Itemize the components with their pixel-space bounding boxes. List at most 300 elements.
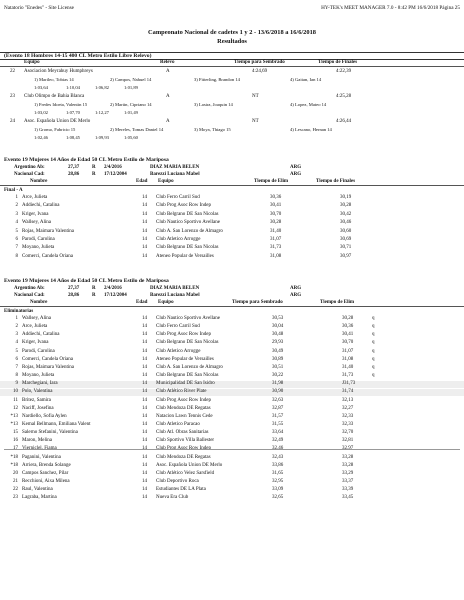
result-time: 33,28 bbox=[342, 462, 354, 468]
result-age: 14 bbox=[142, 454, 147, 460]
record-label: Nacional Cad: bbox=[14, 172, 45, 177]
result-seed: 33,09 bbox=[272, 487, 284, 493]
result-seed: 31,98 bbox=[272, 381, 284, 387]
result-time: 30,28 bbox=[340, 203, 352, 209]
result-team: Club Atlético Velez Sarsfield bbox=[156, 470, 215, 476]
result-seed: 30,41 bbox=[270, 203, 282, 209]
relay-place: 22 bbox=[10, 69, 15, 74]
record-row bbox=[0, 293, 464, 300]
result-time: 32,13 bbox=[342, 397, 354, 403]
record-holder: Barezzi Luciana Mabel bbox=[150, 293, 200, 298]
result-name: Kemal Bellmann, Emiliana Valent bbox=[22, 421, 91, 427]
results-heading: Resultados bbox=[217, 38, 247, 45]
result-team: Nueva Era Club bbox=[156, 495, 189, 501]
result-seed: 30,90 bbox=[272, 389, 284, 395]
result-seed: 32,87 bbox=[272, 405, 284, 411]
result-team: Estudiantes DE LA Plata bbox=[156, 487, 206, 493]
relay-split: 1:06,82 bbox=[95, 85, 109, 90]
result-place: 8 bbox=[15, 373, 18, 379]
relay-split: 1:02,46 bbox=[34, 135, 48, 140]
result-age: 14 bbox=[142, 405, 147, 411]
result-place: 9 bbox=[15, 381, 18, 387]
relay-split: 1:12,27 bbox=[95, 110, 109, 115]
result-age: 14 bbox=[142, 495, 147, 501]
result-seed: 31,40 bbox=[270, 228, 282, 234]
final_section-column-header bbox=[0, 179, 464, 186]
relay-seed: NT bbox=[252, 119, 259, 124]
result-seed: 33,64 bbox=[272, 430, 284, 436]
result-name: Arce, Julieta bbox=[22, 195, 48, 200]
result-name: Naciff, Josefina bbox=[22, 405, 54, 411]
result-age: 14 bbox=[142, 446, 147, 452]
relay-team-row bbox=[0, 119, 464, 126]
record-date: 2/4/2016 bbox=[104, 286, 122, 291]
col-age: Edad bbox=[136, 179, 148, 184]
result-row bbox=[0, 422, 464, 429]
prelim_section-event-title: Evento 19 Mujeres 14 Años de Edad 50 CL Metro Estilo de Mariposa bbox=[4, 278, 169, 284]
relay-team-row bbox=[0, 69, 464, 76]
result-time: 32,70 bbox=[342, 430, 354, 436]
result-name: Raul, Valentina bbox=[22, 487, 53, 493]
result-team: Club Nautico Sportivo Avellane bbox=[156, 220, 220, 226]
relay-split: 1:03,02 bbox=[34, 110, 48, 115]
result-team: Club Atlético River Plate bbox=[156, 389, 207, 395]
record-date: 2/4/2016 bbox=[104, 165, 122, 170]
result-age: 14 bbox=[142, 195, 147, 200]
result-place: 6 bbox=[15, 237, 18, 242]
relay-team-row bbox=[0, 94, 464, 101]
relay-place: 24 bbox=[10, 119, 15, 124]
result-age: 14 bbox=[142, 245, 147, 251]
result-team: Club A. San Lorenzo de Almagro bbox=[156, 364, 223, 370]
qualifier-mark: q bbox=[372, 356, 375, 362]
result-name: Marchegiani, Iara bbox=[22, 381, 58, 387]
record-date: 17/12/2004 bbox=[104, 172, 127, 177]
result-place: *13 bbox=[10, 421, 18, 427]
facility-label: Natatorio "Enedes" - Site License bbox=[4, 5, 74, 11]
result-time: 30,36 bbox=[342, 324, 354, 330]
result-age: 14 bbox=[142, 413, 147, 419]
result-row bbox=[0, 357, 464, 364]
result-team: Club A. San Lorenzo de Almagro bbox=[156, 228, 223, 234]
result-time: 33,45 bbox=[342, 495, 354, 501]
result-time: 33,29 bbox=[342, 470, 354, 476]
qualifier-mark: q bbox=[372, 332, 375, 338]
relay-letter: A bbox=[166, 94, 170, 99]
result-name: Rojas, Maimara Valentina bbox=[22, 228, 74, 234]
result-age: 14 bbox=[142, 332, 147, 338]
result-age: 14 bbox=[142, 430, 147, 436]
result-age: 14 bbox=[142, 340, 147, 346]
page-header bbox=[4, 5, 460, 13]
result-name: Britez, Samira bbox=[22, 397, 51, 403]
result-place: 23 bbox=[13, 495, 18, 501]
result-age: 14 bbox=[142, 479, 147, 484]
result-name: Arce, Julieta bbox=[22, 324, 48, 330]
relay-splits-row bbox=[0, 135, 464, 142]
result-seed: 32,49 bbox=[272, 438, 284, 444]
result-place: 5 bbox=[15, 348, 18, 354]
result-place: 4 bbox=[15, 340, 18, 346]
result-place: *18 bbox=[10, 454, 18, 460]
result-place: 8 bbox=[15, 253, 18, 259]
relay-split: 1:03,64 bbox=[34, 85, 48, 90]
result-name: Comerci, Candela Oriana bbox=[22, 356, 73, 362]
result-time: 31,73 bbox=[342, 373, 354, 379]
result-team: Asoc. Española Union DE Merlo bbox=[156, 462, 223, 468]
record-row bbox=[0, 172, 464, 179]
qualifier-mark: q bbox=[372, 316, 375, 321]
result-age: 14 bbox=[142, 253, 147, 259]
result-seed: 31,57 bbox=[272, 413, 284, 419]
result-name: Recchioni, Aixa Milena bbox=[22, 479, 70, 484]
result-age: 14 bbox=[142, 203, 147, 209]
qualifier-mark: q bbox=[372, 364, 375, 370]
result-name: Campos Sanchez, Pilar bbox=[22, 470, 69, 476]
record-row bbox=[0, 165, 464, 172]
result-seed: 32,63 bbox=[272, 397, 284, 403]
result-age: 14 bbox=[142, 228, 147, 234]
result-place: 20 bbox=[13, 470, 18, 476]
result-place: 1 bbox=[15, 316, 18, 321]
relay-letter: A bbox=[166, 69, 170, 74]
result-place: *13 bbox=[10, 413, 18, 419]
result-age: 14 bbox=[142, 373, 147, 379]
result-place: 1 bbox=[15, 195, 18, 200]
col-seed: Tiempo para Sembrado bbox=[234, 60, 285, 65]
result-time: 30,70 bbox=[342, 340, 354, 346]
col-name: Nombre bbox=[30, 300, 48, 305]
result-seed: 32,95 bbox=[272, 479, 284, 484]
result-age: 14 bbox=[142, 470, 147, 476]
relay-swimmer: 4) Lopez, Mateo 14 bbox=[290, 102, 327, 107]
result-seed: 32,43 bbox=[272, 454, 284, 460]
qualifier-mark: q bbox=[372, 373, 375, 379]
result-age: 14 bbox=[142, 421, 147, 427]
qualifier-mark: q bbox=[372, 340, 375, 346]
result-seed: 32,65 bbox=[272, 495, 284, 501]
result-row bbox=[0, 212, 464, 219]
relay-final: 4:22,39 bbox=[336, 69, 352, 74]
result-team: Ateneo Popular de Versailles bbox=[156, 356, 214, 362]
result-seed: 31,07 bbox=[270, 237, 282, 242]
result-seed: 29,93 bbox=[272, 340, 284, 346]
result-seed: 30,36 bbox=[270, 195, 282, 200]
col-team: Equipo bbox=[158, 179, 174, 184]
result-name: Wallsey, Alina bbox=[22, 316, 51, 321]
col-team: Equipo bbox=[158, 300, 174, 305]
record-date: 17/12/2004 bbox=[104, 293, 127, 298]
result-name: Parodi, Carolina bbox=[22, 237, 55, 242]
result-row bbox=[0, 406, 464, 413]
result-time: 32,33 bbox=[342, 421, 354, 427]
result-time: 30,46 bbox=[340, 220, 352, 226]
result-name: Addiechi, Catalina bbox=[22, 203, 60, 209]
record-country: ARG bbox=[290, 165, 302, 170]
result-seed: 31,08 bbox=[270, 253, 282, 259]
record-time: 28,86 bbox=[68, 293, 80, 298]
result-age: 14 bbox=[142, 462, 147, 468]
result-time: 33,39 bbox=[342, 487, 354, 493]
result-seed: 30,04 bbox=[272, 324, 284, 330]
result-team: Municipalidad DE San Isidro bbox=[156, 381, 215, 387]
relay-splits-row bbox=[0, 110, 464, 117]
record-holder: Barezzi Luciana Mabel bbox=[150, 172, 200, 177]
result-name: Kriger, Ivana bbox=[22, 211, 49, 217]
record-time: 28,86 bbox=[68, 172, 80, 177]
result-time: 33,28 bbox=[342, 454, 354, 460]
result-age: 14 bbox=[142, 487, 147, 493]
record-holder: DIAZ MARIA BELEN bbox=[150, 165, 200, 170]
result-row bbox=[0, 373, 464, 380]
result-name: Moyano, Julieta bbox=[22, 373, 55, 379]
result-age: 14 bbox=[142, 316, 147, 321]
result-age: 14 bbox=[142, 211, 147, 217]
result-seed: 30,51 bbox=[272, 364, 284, 370]
record-label: Argentino Ab: bbox=[14, 165, 45, 170]
result-row bbox=[0, 487, 464, 494]
qualifier-mark: q bbox=[372, 324, 375, 330]
relay-swimmer: 3) Moya, Thiago 15 bbox=[194, 127, 231, 132]
result-time: J31,73 bbox=[342, 381, 356, 387]
result-place: 12 bbox=[13, 405, 18, 411]
result-place: 7 bbox=[15, 245, 18, 251]
result-name: Paganini, Valentina bbox=[22, 454, 61, 460]
result-place: 11 bbox=[13, 397, 18, 403]
qualifier-mark: q bbox=[372, 348, 375, 354]
relay-split: 1:08,45 bbox=[66, 135, 80, 140]
result-team: Club Atletico Paracao bbox=[156, 421, 200, 427]
result-seed: 31,55 bbox=[272, 421, 284, 427]
result-team: Club Deportivo Roca bbox=[156, 479, 199, 484]
result-row bbox=[0, 389, 464, 396]
result-time: 31,07 bbox=[342, 348, 354, 354]
record-label: Nacional Cad: bbox=[14, 293, 45, 298]
relay-swimmer: 2) Mereles, Tomas Daniel 14 bbox=[110, 127, 164, 132]
relay-swimmer: 3) Fitterling, Brandon 14 bbox=[194, 77, 240, 82]
result-row bbox=[0, 479, 464, 486]
result-seed: 30,49 bbox=[272, 348, 284, 354]
result-row bbox=[0, 381, 464, 388]
result-team: Club Atl. Obras Sanitarias bbox=[156, 430, 209, 436]
result-time: 32,97 bbox=[342, 446, 354, 452]
result-row bbox=[0, 220, 464, 227]
result-team: Club Sportivo Villa Ballester bbox=[156, 438, 215, 444]
result-row bbox=[0, 229, 464, 236]
result-place: *18 bbox=[10, 462, 18, 468]
relay-swimmers-row bbox=[0, 77, 464, 84]
result-seed: 31,73 bbox=[270, 245, 282, 251]
result-time: 33,37 bbox=[342, 479, 354, 484]
result-place: 4 bbox=[15, 220, 18, 226]
result-age: 14 bbox=[142, 356, 147, 362]
software-stamp: HY-TEK's MEET MANAGER 7.0 - 8:42 PM 16/6/2018 Página 25 bbox=[321, 5, 460, 11]
result-age: 14 bbox=[142, 381, 147, 387]
result-row bbox=[0, 332, 464, 339]
result-team: Club Atletico Arrogge bbox=[156, 237, 201, 242]
result-name: Kriger, Ivana bbox=[22, 340, 49, 346]
relay-team-name: Club Olimpo de Bahia Blanca bbox=[24, 94, 85, 99]
result-name: Wallsey, Alina bbox=[22, 220, 51, 226]
record-country: ARG bbox=[290, 286, 302, 291]
result-place: 21 bbox=[13, 479, 18, 484]
result-seed: 30,89 bbox=[272, 356, 284, 362]
relay-split: 1:01,49 bbox=[124, 110, 138, 115]
result-row bbox=[0, 495, 464, 502]
group-label: Final - A bbox=[4, 188, 23, 193]
result-place: 3 bbox=[15, 211, 18, 217]
relay-split: 1:05,60 bbox=[124, 135, 138, 140]
record-country: ARG bbox=[290, 293, 302, 298]
result-team: Club Ferro Carril Sud bbox=[156, 195, 200, 200]
final_section-event-title: Evento 19 Mujeres 14 Años de Edad 50 CL Metro Estilo de Mariposa bbox=[4, 157, 169, 163]
result-age: 14 bbox=[142, 389, 147, 395]
result-seed: 30,22 bbox=[272, 373, 284, 379]
result-time: 30,41 bbox=[342, 332, 354, 338]
result-age: 14 bbox=[142, 220, 147, 226]
col-seed: Tiempo para Sembrado bbox=[232, 300, 283, 305]
record-time: 27,37 bbox=[68, 286, 80, 291]
result-time: 32,33 bbox=[342, 413, 354, 419]
result-team: Club Mendoza DE Regatas bbox=[156, 405, 211, 411]
result-row bbox=[0, 340, 464, 347]
relay-swimmer: 3) Lastra, Joaquin 14 bbox=[194, 102, 233, 107]
result-row bbox=[0, 349, 464, 356]
result-row bbox=[0, 237, 464, 244]
relay-event-title: (Evento 18 Hombres 14-15 400 CL Metro Estilo Libre Relevo) bbox=[0, 52, 464, 60]
result-place: 17 bbox=[13, 446, 18, 452]
relay-split: 1:10,04 bbox=[66, 85, 80, 90]
result-team: Club Ferro Carril Sud bbox=[156, 324, 200, 330]
relay-place: 23 bbox=[10, 94, 15, 99]
result-time: 30,28 bbox=[342, 316, 354, 321]
result-seed: 30,53 bbox=[272, 316, 284, 321]
relay-swimmer: 2) Campos, Nahuel 14 bbox=[110, 77, 152, 82]
col-final: Tiempo de Finales bbox=[316, 179, 356, 184]
result-row bbox=[0, 430, 464, 437]
record-country: ARG bbox=[290, 172, 302, 177]
result-row bbox=[0, 254, 464, 261]
result-team: Club Belgrano DE San Nicolas bbox=[156, 340, 219, 346]
relay-split: 1:09,93 bbox=[95, 135, 109, 140]
result-team: Club Mendoza DE Regatas bbox=[156, 454, 211, 460]
result-row bbox=[0, 324, 464, 331]
result-name: Arriera, Brenda Solange bbox=[22, 462, 71, 468]
col-final: Tiempo de Elim bbox=[320, 300, 355, 305]
relay-swimmer: 1) Fredes Idoeta, Valentin 15 bbox=[34, 102, 88, 107]
record-holder: DIAZ MARIA BELEN bbox=[150, 286, 200, 291]
result-team: Club Prog Asoc Row Indep bbox=[156, 332, 211, 338]
result-seed: 30,48 bbox=[272, 332, 284, 338]
result-row bbox=[0, 414, 464, 421]
relay-split: 1:01,89 bbox=[124, 85, 138, 90]
result-place: 10 bbox=[13, 389, 18, 395]
relay-splits-row bbox=[0, 85, 464, 92]
relay-swimmer: 4) Gaitan, Ian 14 bbox=[290, 77, 322, 82]
result-row bbox=[0, 203, 464, 210]
relay-team-name: Asoc. Española Union DE Merlo bbox=[24, 119, 91, 124]
result-age: 14 bbox=[142, 324, 147, 330]
result-place: 2 bbox=[15, 324, 18, 330]
relay-swimmer: 1) Gromo, Fabricio 15 bbox=[34, 127, 76, 132]
record-flag: R bbox=[92, 165, 96, 170]
result-time: 30,97 bbox=[340, 253, 352, 259]
result-age: 14 bbox=[142, 348, 147, 354]
result-age: 14 bbox=[142, 237, 147, 242]
cut-separator bbox=[4, 449, 460, 450]
result-row bbox=[0, 398, 464, 405]
result-name: Rojas, Maimara Valentina bbox=[22, 364, 74, 370]
result-team: Natacion Lawn Tennis Cede bbox=[156, 413, 213, 419]
col-team: Equipo bbox=[24, 60, 40, 65]
result-time: 30,69 bbox=[340, 237, 352, 242]
result-name: Comerci, Candela Oriana bbox=[22, 253, 73, 259]
result-time: 31,40 bbox=[342, 364, 354, 370]
relay-team-name: Asociacion Meyrahuy Humphreys bbox=[24, 69, 93, 74]
result-row bbox=[0, 463, 464, 470]
result-name: Nardiello, Sofia Aylen bbox=[22, 413, 67, 419]
result-name: Moyano, Julieta bbox=[22, 245, 55, 251]
result-name: Polo, Valentina bbox=[22, 389, 53, 395]
result-seed: 32,46 bbox=[272, 446, 284, 452]
result-age: 14 bbox=[142, 364, 147, 370]
result-team: Club Prog Asoc Row Indep bbox=[156, 446, 211, 452]
result-time: 30,19 bbox=[340, 195, 352, 200]
result-row bbox=[0, 455, 464, 462]
result-seed: 31,65 bbox=[272, 470, 284, 476]
record-flag: R bbox=[92, 172, 96, 177]
relay-swimmers-row bbox=[0, 102, 464, 109]
record-time: 27,37 bbox=[68, 165, 80, 170]
result-time: 30,42 bbox=[340, 211, 352, 217]
result-team: Ateneo Popular de Versailles bbox=[156, 253, 214, 259]
record-flag: R bbox=[92, 286, 96, 291]
col-final: Tiempo de Finales bbox=[318, 60, 358, 65]
result-team: Club Belgrano DE San Nicolas bbox=[156, 245, 219, 251]
result-row bbox=[0, 245, 464, 252]
result-team: Club Nautico Sportivo Avellane bbox=[156, 316, 220, 321]
record-label: Argentino Ab: bbox=[14, 286, 45, 291]
col-name: Nombre bbox=[30, 179, 48, 184]
record-row bbox=[0, 286, 464, 293]
relay-seed: 4:24,69 bbox=[252, 69, 268, 74]
result-team: Club Prog Asoc Row Indep bbox=[156, 397, 211, 403]
result-row bbox=[0, 438, 464, 445]
result-name: Salerno Stefanini, Valentina bbox=[22, 430, 78, 436]
result-place: 5 bbox=[15, 228, 18, 234]
result-team: Club Belgrano DE San Nicolas bbox=[156, 373, 219, 379]
relay-swimmer: 2) Martin, Cipriano 14 bbox=[110, 102, 152, 107]
result-name: Addiechi, Catalina bbox=[22, 332, 60, 338]
result-row bbox=[0, 195, 464, 202]
result-seed: 33,86 bbox=[272, 462, 284, 468]
col-relay: Relevo bbox=[160, 60, 175, 65]
relay-final: 4:26,44 bbox=[336, 119, 352, 124]
result-time: 31,74 bbox=[342, 389, 354, 395]
result-age: 14 bbox=[142, 438, 147, 444]
result-time: 32,27 bbox=[342, 405, 354, 411]
relay-swimmer: 1) Marileo, Tobias 14 bbox=[34, 77, 74, 82]
result-time: 30,60 bbox=[340, 228, 352, 234]
result-row bbox=[0, 316, 464, 323]
relay-column-header bbox=[0, 60, 464, 67]
result-place: 6 bbox=[15, 356, 18, 362]
result-place: 3 bbox=[15, 332, 18, 338]
relay-final: 4:25,28 bbox=[336, 94, 352, 99]
result-time: 31,08 bbox=[342, 356, 354, 362]
col-age: Edad bbox=[136, 300, 148, 305]
result-name: Maron, Melina bbox=[22, 438, 52, 444]
